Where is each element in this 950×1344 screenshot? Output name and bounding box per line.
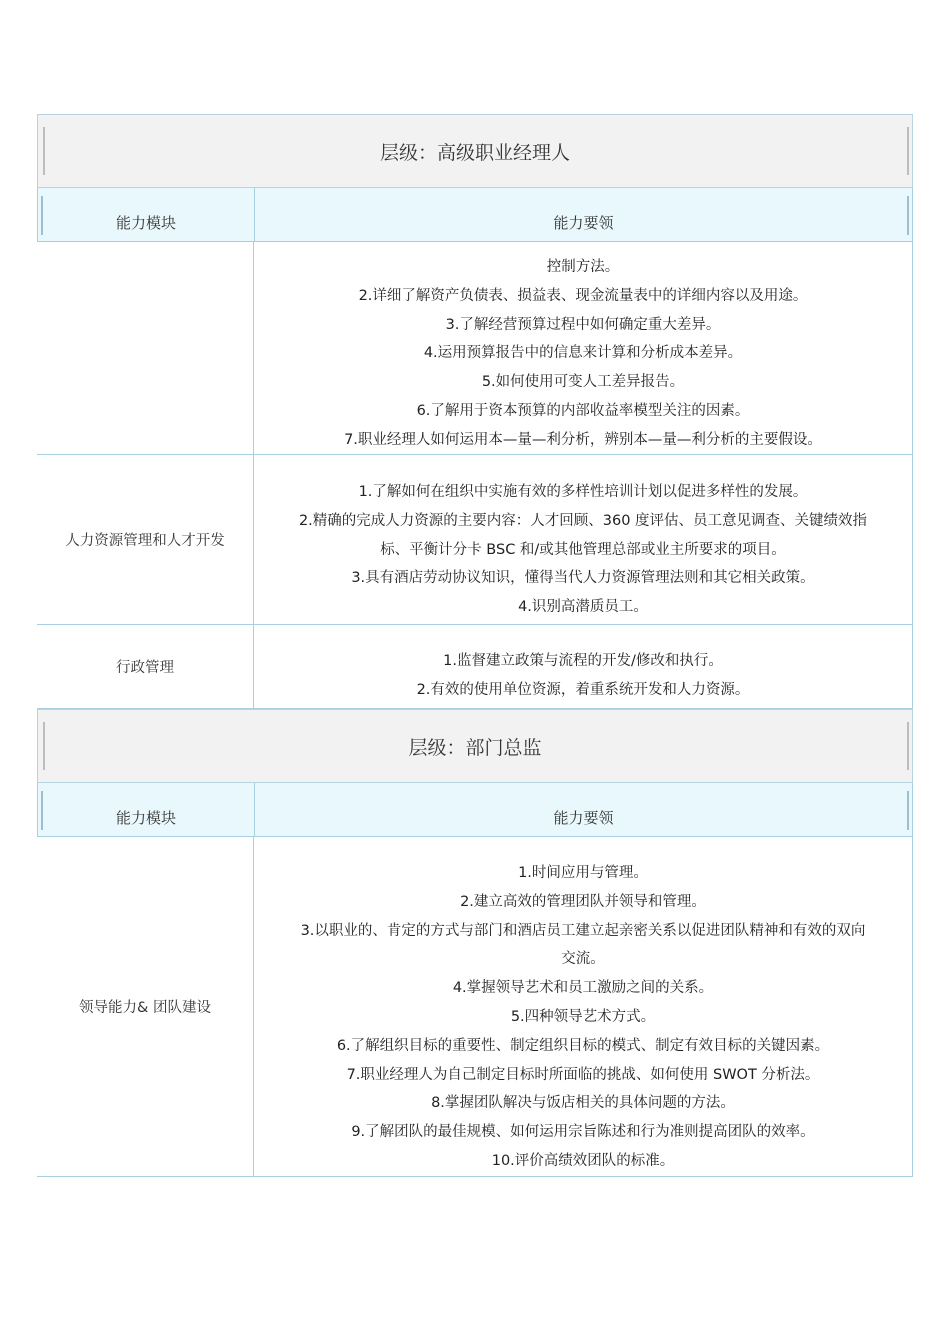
module-label: 人力资源管理和人才开发: [65, 533, 225, 549]
header-module-label: 能力模块: [115, 214, 176, 232]
header-essentials-label: 能力要领: [553, 214, 614, 232]
essential-line: 3.了解经营预算过程中如何确定重大差异。: [445, 316, 721, 333]
essential-line: 8.掌握团队解决与饭店相关的具体问题的方法。: [431, 1095, 735, 1112]
essential-line: 3.以职业的、肯定的方式与部门和酒店员工建立起亲密关系以促进团队精神和有效的双向: [300, 922, 866, 939]
essentials-cell: [254, 625, 912, 708]
module-cell: [37, 455, 254, 624]
module-label: 领导能力& 团队建设: [79, 1000, 211, 1016]
essential-line: 控制方法。: [546, 259, 620, 275]
table-header-row: [37, 783, 913, 837]
table-row: [37, 242, 913, 455]
table-row: [37, 625, 913, 709]
competency-document: [37, 114, 913, 1177]
essential-line: 4.运用预算报告中的信息来计算和分析成本差异。: [423, 345, 743, 362]
essential-line: 3.具有酒店劳动协议知识，懂得当代人力资源管理法则和其它相关政策。: [351, 570, 815, 587]
module-cell: [37, 242, 254, 454]
level-title-row: [37, 709, 913, 783]
essential-line: 1.了解如何在组织中实施有效的多样性培训计划以促进多样性的发展。: [358, 484, 808, 500]
essential-line: 交流。: [561, 951, 605, 968]
essential-line: 5.如何使用可变人工差异报告。: [481, 374, 685, 391]
module-cell: [37, 625, 254, 708]
module-cell: [37, 837, 254, 1176]
essential-line: 7.职业经理人为自己制定目标时所面临的挑战、如何使用 SWOT 分析法。: [346, 1066, 820, 1083]
essential-line: 2.有效的使用单位资源，着重系统开发和人力资源。: [416, 681, 750, 698]
level-title-row: [37, 114, 913, 188]
essential-line: 9.了解团队的最佳规模、如何运用宗旨陈述和行为准则提高团队的效率。: [351, 1124, 815, 1141]
header-essentials: [255, 188, 912, 241]
cell-edge-mark: [41, 791, 43, 830]
cell-edge-mark: [907, 791, 909, 830]
module-label: 行政管理: [116, 660, 174, 676]
essential-line: 5.四种领导艺术方式。: [510, 1008, 656, 1025]
essential-line: 10.评价高绩效团队的标准。: [491, 1152, 675, 1169]
essential-line: 2.精确的完成人力资源的主要内容：人才回顾、360 度评估、员工意见调查、关键绩效指: [298, 512, 868, 529]
cell-edge-mark: [43, 127, 45, 175]
cell-edge-mark: [43, 722, 45, 770]
essential-line: 7.职业经理人如何运用本—量—利分析，辨别本—量—利分析的主要假设。: [344, 431, 822, 448]
cell-edge-mark: [907, 127, 909, 175]
level-title: 层级：高级职业经理人: [379, 141, 570, 164]
header-module: [38, 783, 255, 836]
essential-line: 2.详细了解资产负债表、损益表、现金流量表中的详细内容以及用途。: [358, 287, 808, 304]
essential-line: 4.掌握领导艺术和员工激励之间的关系。: [452, 980, 714, 997]
level-title: 层级：部门总监: [408, 736, 542, 759]
essential-line: 6.了解组织目标的重要性、制定组织目标的模式、制定有效目标的关键因素。: [336, 1037, 830, 1054]
cell-edge-mark: [907, 196, 909, 235]
essential-line: 6.了解用于资本预算的内部收益率模型关注的因素。: [416, 402, 750, 419]
cell-edge-mark: [41, 196, 43, 235]
essential-line: 1.时间应用与管理。: [518, 865, 648, 881]
header-module: [38, 188, 255, 241]
table-row: [37, 837, 913, 1177]
essentials-cell: [254, 837, 912, 1176]
essential-line: 1.监督建立政策与流程的开发/修改和执行。: [443, 653, 723, 669]
essential-line: 标、平衡计分卡 BSC 和/或其他管理总部或业主所要求的项目。: [380, 541, 786, 558]
essentials-cell: [254, 455, 912, 624]
essentials-cell: [254, 242, 912, 454]
header-essentials: [255, 783, 912, 836]
essential-line: 4.识别高潜质员工。: [518, 599, 648, 616]
cell-edge-mark: [907, 722, 909, 770]
table-row: [37, 455, 913, 625]
header-essentials-label: 能力要领: [553, 809, 614, 827]
essential-line: 2.建立高效的管理团队并领导和管理。: [460, 893, 706, 910]
table-header-row: [37, 188, 913, 242]
header-module-label: 能力模块: [115, 809, 176, 827]
